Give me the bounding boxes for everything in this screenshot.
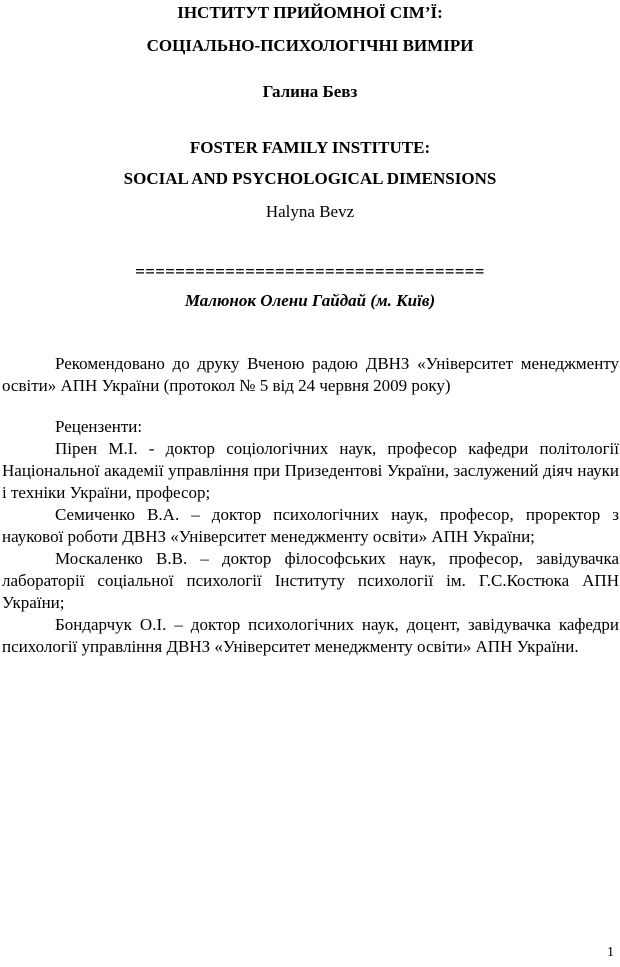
illustrations-credit: Малюнок Олени Гайдай (м. Київ) (184, 291, 436, 310)
reviewers-heading-block (2, 416, 619, 438)
reviewer-item: Семиченко В.А. – доктор психологічних наук, професор, проректор з наукової роботи ДВНЗ «Університет менеджменту освіти» АПН України; (2, 505, 619, 546)
reviewers-list (2, 438, 619, 658)
reviewer-item: Пірен М.І. - доктор соціологічних наук, професор кафедри політології Національної академії управління при Призедентові України, заслужений діяч науки і техніки України, професор; (2, 439, 619, 502)
recommendation-block (2, 353, 619, 397)
author-en: Halyna Bevz (265, 202, 355, 221)
title-ua-line1: ІНСТИТУТ ПРИЙОМНОЇ СІМ’Ї: (177, 3, 443, 22)
page-number: 1 (607, 945, 614, 960)
reviewer-item: Бондарчук О.І. – доктор психологічних наук, доцент, завідувачка кафедри психології управління ДВНЗ «Університет менеджменту освіти» АПН України. (2, 615, 619, 656)
title-en-line2: SOCIAL AND PSYCHOLOGICAL DIMENSIONS (123, 169, 497, 188)
reviewers-heading: Рецензенти: (55, 417, 143, 436)
reviewer-item: Москаленко В.В. – доктор філософських наук, професор, завідувачка лабораторії соціальної психології Інституту психології ім. Г.С.Костюка АПН України; (2, 549, 619, 612)
author-ua: Галина Бевз (262, 82, 358, 101)
title-ua-line2: СОЦІАЛЬНО-ПСИХОЛОГІЧНІ ВИМІРИ (146, 36, 474, 55)
recommendation-text: Рекомендовано до друку Вченою радою ДВНЗ «Університет менеджменту освіти» АПН України (протокол № 5 від 24 червня 2009 року) (2, 354, 619, 395)
title-en-line1: FOSTER FAMILY INSTITUTE: (189, 138, 431, 157)
separator-line: =================================== (135, 262, 485, 281)
